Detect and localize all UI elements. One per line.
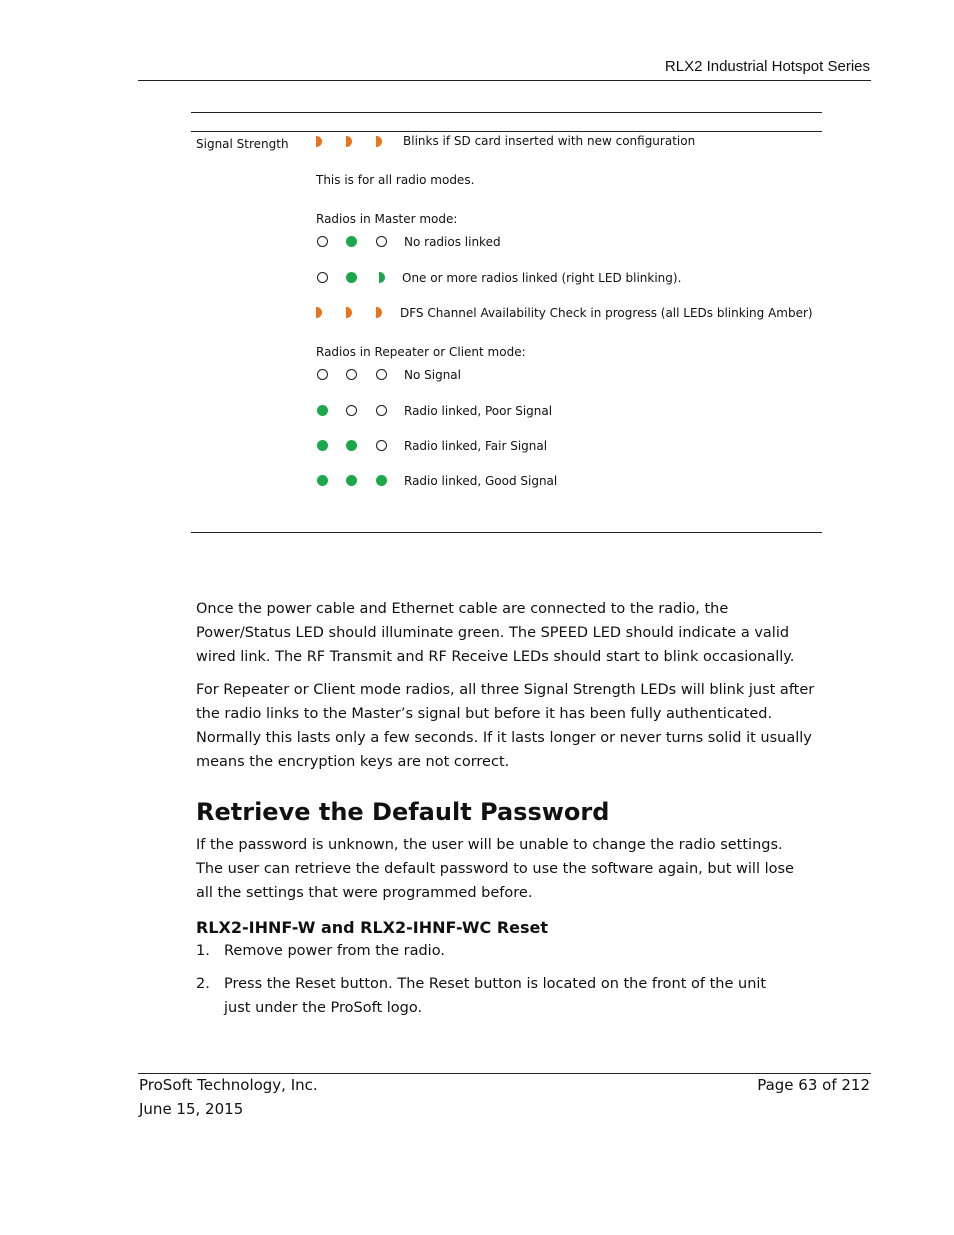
led-amber-blink-icon: [376, 136, 382, 147]
led-note: This is for all radio modes.: [316, 173, 475, 187]
led-green-icon: [317, 440, 328, 451]
subsection-heading: RLX2-IHNF-W and RLX2-IHNF-WC Reset: [196, 918, 549, 937]
led-green-icon: [317, 405, 328, 416]
led-off-icon: [317, 272, 328, 283]
led-description: No radios linked: [404, 235, 501, 249]
led-off-icon: [376, 369, 387, 380]
led-off-icon: [376, 440, 387, 451]
led-off-icon: [376, 236, 387, 247]
led-green-icon: [317, 475, 328, 486]
footer-date: June 15, 2015: [139, 1100, 244, 1118]
led-description: Radio linked, Poor Signal: [404, 404, 553, 418]
led-description: No Signal: [404, 368, 461, 382]
led-green-icon: [346, 475, 357, 486]
table-bottom-rule: [191, 532, 822, 533]
step-number: 2.: [196, 976, 210, 992]
paragraph-power-led: Once the power cable and Ethernet cable are connected to the radio, the Power/Status LED should illuminate green. The SPEED LED should indicate a valid wired link. The RF Transmit and RF Receive LEDs should start to blink occasionally.: [196, 601, 795, 665]
led-amber-blink-icon: [346, 136, 352, 147]
led-description: One or more radios linked (right LED blinking).: [402, 271, 682, 285]
led-amber-blink-icon: [316, 307, 322, 318]
section-intro: If the password is unknown, the user will be unable to change the radio settings. The user can retrieve the default password to use the software again, but will lose all the settings that were programmed before.: [196, 837, 794, 901]
table-top-rule: [191, 112, 822, 113]
led-off-icon: [346, 405, 357, 416]
led-green-blink-icon: [379, 272, 385, 283]
led-green-icon: [346, 440, 357, 451]
table-header-rule: [191, 131, 822, 132]
step-text: Press the Reset button. The Reset button is located on the front of the unit just under the ProSoft logo.: [224, 976, 767, 1016]
led-subheading: Radios in Master mode:: [316, 212, 458, 226]
led-description: Radio linked, Fair Signal: [404, 439, 548, 453]
led-subheading: Radios in Repeater or Client mode:: [316, 345, 526, 359]
led-green-icon: [346, 236, 357, 247]
led-green-icon: [346, 272, 357, 283]
section-heading: Retrieve the Default Password: [196, 798, 610, 826]
led-description: DFS Channel Availability Check in progress (all LEDs blinking Amber): [400, 306, 813, 320]
led-description: Radio linked, Good Signal: [404, 474, 558, 488]
footer-company: ProSoft Technology, Inc.: [139, 1076, 318, 1094]
step-number: 1.: [196, 943, 210, 959]
footer-page-number: Page 63 of 212: [757, 1076, 870, 1094]
led-off-icon: [346, 369, 357, 380]
table-row-label: Signal Strength: [196, 137, 289, 151]
footer-rule: [138, 1073, 871, 1074]
led-off-icon: [317, 369, 328, 380]
led-off-icon: [376, 405, 387, 416]
led-amber-blink-icon: [316, 136, 322, 147]
document-header-title: RLX2 Industrial Hotspot Series: [664, 58, 870, 75]
led-description: Blinks if SD card inserted with new configuration: [403, 134, 696, 148]
led-green-icon: [376, 475, 387, 486]
led-amber-blink-icon: [346, 307, 352, 318]
led-amber-blink-icon: [376, 307, 382, 318]
step-text: Remove power from the radio.: [224, 943, 445, 959]
header-rule: [138, 80, 871, 81]
led-off-icon: [317, 236, 328, 247]
paragraph-signal-leds: For Repeater or Client mode radios, all three Signal Strength LEDs will blink just after the radio links to the Master’s signal but before it has been fully authenticated. Normally this lasts only a few seconds. If it lasts longer or never turns solid it usually means the encryption keys are not correct.: [196, 682, 815, 770]
